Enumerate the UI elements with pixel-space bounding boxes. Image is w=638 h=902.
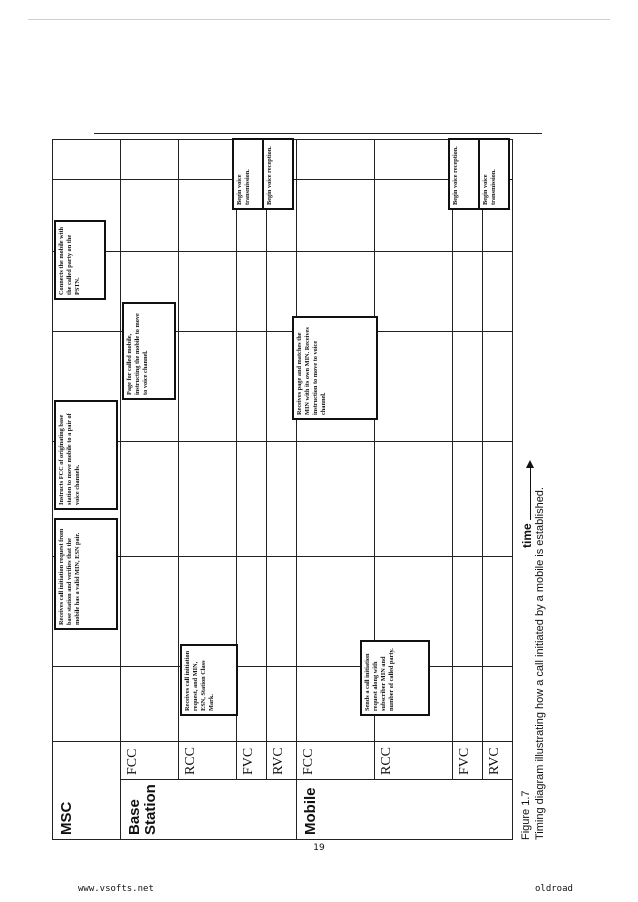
scan-edge-rule	[94, 133, 542, 134]
mobile-label: Mobile	[302, 787, 319, 835]
base-fcc-label: FCC	[125, 748, 140, 775]
figure-number: Figure 1.7	[520, 790, 532, 840]
event-base-rvc-begin: Begin voice reception.	[262, 138, 294, 210]
event-msc-instruct-fcc: Instructs FCC of originating base station to move mobile to a pair of voice channels.	[54, 400, 118, 510]
msc-label: MSC	[58, 801, 75, 835]
msc-label-cell	[53, 742, 121, 840]
figure-caption: Timing diagram illustrating how a call initiated by a mobile is established.	[534, 487, 546, 840]
base-fvc-label: FVC	[241, 747, 256, 775]
event-msc-connect: Connects the mobile with the called party on the PSTN.	[54, 220, 106, 300]
time-arrow	[530, 462, 531, 520]
page-number: 19	[313, 843, 325, 853]
base-fvc-row	[237, 140, 267, 840]
event-base-fvc-begin: Begin voice transmission.	[232, 138, 264, 210]
base-station-label-cell	[121, 780, 297, 840]
base-rvc-row	[267, 140, 297, 840]
event-base-receive-request: Receives call initiation request, and MIN, ESN, Station Class Mark.	[180, 644, 238, 716]
event-mobile-fvc-begin: Begin voice reception.	[448, 138, 480, 210]
base-rvc-label: RVC	[271, 747, 286, 775]
event-mobile-receive-page: Receives page and matches the MIN with its own MIN. Receives instruction to move to voice channel.	[292, 316, 378, 420]
top-rule	[28, 19, 610, 20]
mobile-label-cell	[297, 780, 513, 840]
event-base-page: Page for called mobile, instructing the mobile to move to voice channel.	[122, 302, 176, 400]
base-rcc-row	[179, 140, 237, 840]
mobile-rcc-row	[375, 140, 453, 840]
rotated-figure	[52, 140, 546, 840]
footer-right-text: oldroad	[535, 884, 573, 894]
base-station-label: Base Station	[126, 784, 159, 835]
footer-left-link[interactable]: www.vsofts.net	[78, 884, 154, 894]
timing-diagram-grid	[52, 139, 513, 840]
mobile-rvc-label: RVC	[487, 747, 502, 775]
base-fcc-row	[121, 140, 179, 840]
time-label: time	[520, 523, 534, 548]
event-mobile-rvc-begin: Begin voice transmission.	[478, 138, 510, 210]
event-mobile-send-request: Sends a call initiation request along with subscriber MIN and number of called party.	[360, 640, 430, 716]
mobile-fvc-row	[453, 140, 483, 840]
mobile-fvc-label: FVC	[457, 747, 472, 775]
base-rcc-label: RCC	[183, 746, 198, 775]
mobile-rcc-label: RCC	[379, 746, 394, 775]
mobile-rvc-row	[483, 140, 513, 840]
mobile-fcc-row	[297, 140, 375, 840]
mobile-fcc-label: FCC	[301, 748, 316, 775]
event-msc-verify: Receives call initiation request from base station and verifies that the mobile has a valid MIN, ESN pair.	[54, 518, 118, 630]
